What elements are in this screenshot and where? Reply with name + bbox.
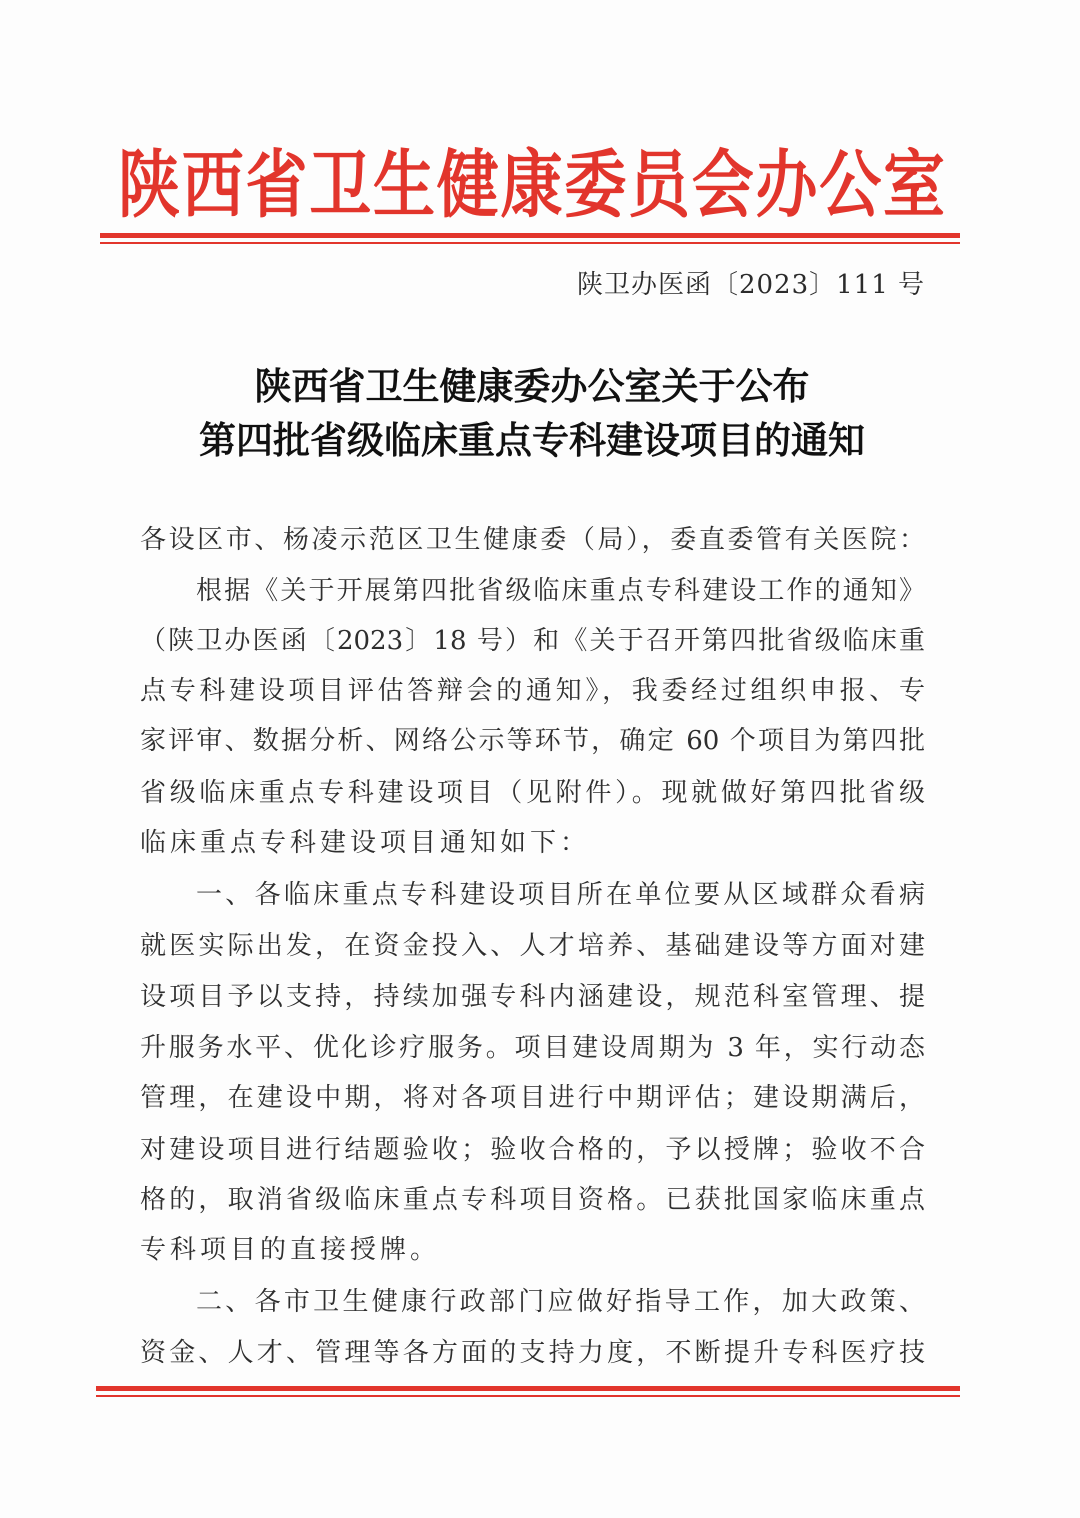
header-red-rule-thin [100, 242, 960, 244]
document-number: 陕卫办医函〔2023〕111 号 [576, 270, 925, 300]
paragraph-1-line: 临床重点专科建设项目通知如下： [140, 828, 591, 858]
salutation: 各设区市、杨凌示范区卫生健康委（局），委直委管有关医院： [140, 525, 925, 555]
paragraph-2-line: 专科项目的直接授牌。 [140, 1235, 441, 1265]
paragraph-2-line: 一、各临床重点专科建设项目所在单位要从区域群众看病 [196, 880, 925, 910]
paragraph-2-line: 升服务水平、优化诊疗服务。项目建设周期为 3 年，实行动态 [140, 1033, 925, 1063]
document-title-line-2: 第四批省级临床重点专科建设项目的通知 [199, 418, 865, 462]
paragraph-2-line: 格的，取消省级临床重点专科项目资格。已获批国家临床重点 [140, 1185, 925, 1215]
footer-red-rule-thick [96, 1386, 960, 1391]
paragraph-1-line: （陕卫办医函〔2023〕18 号）和《关于召开第四批省级临床重 [140, 626, 925, 656]
footer-red-rule-thin [96, 1395, 960, 1397]
paragraph-2-line: 就医实际出发，在资金投入、人才培养、基础建设等方面对建 [140, 931, 925, 961]
paragraph-1-line: 根据《关于开展第四批省级临床重点专科建设工作的通知》 [196, 576, 925, 606]
document-title-line-1: 陕西省卫生健康委办公室关于公布 [254, 364, 810, 408]
paragraph-3-line: 资金、人才、管理等各方面的支持力度，不断提升专科医疗技 [140, 1338, 925, 1368]
paragraph-1-line: 点专科建设项目评估答辩会的通知》，我委经过组织申报、专 [140, 676, 925, 706]
issuing-organization-header: 陕西省卫生健康委员会办公室 [118, 141, 945, 228]
paragraph-3-line: 二、各市卫生健康行政部门应做好指导工作，加大政策、 [196, 1287, 925, 1317]
header-red-rule-thick [100, 233, 960, 238]
paragraph-2-line: 对建设项目进行结题验收；验收合格的，予以授牌；验收不合 [140, 1135, 925, 1165]
paragraph-1-line: 省级临床重点专科建设项目（见附件）。现就做好第四批省级 [140, 778, 925, 808]
paragraph-2-line: 管理，在建设中期，将对各项目进行中期评估；建设期满后， [140, 1083, 925, 1113]
paragraph-2-line: 设项目予以支持，持续加强专科内涵建设，规范科室管理、提 [140, 982, 925, 1012]
paragraph-1-line: 家评审、数据分析、网络公示等环节，确定 60 个项目为第四批 [140, 726, 925, 756]
